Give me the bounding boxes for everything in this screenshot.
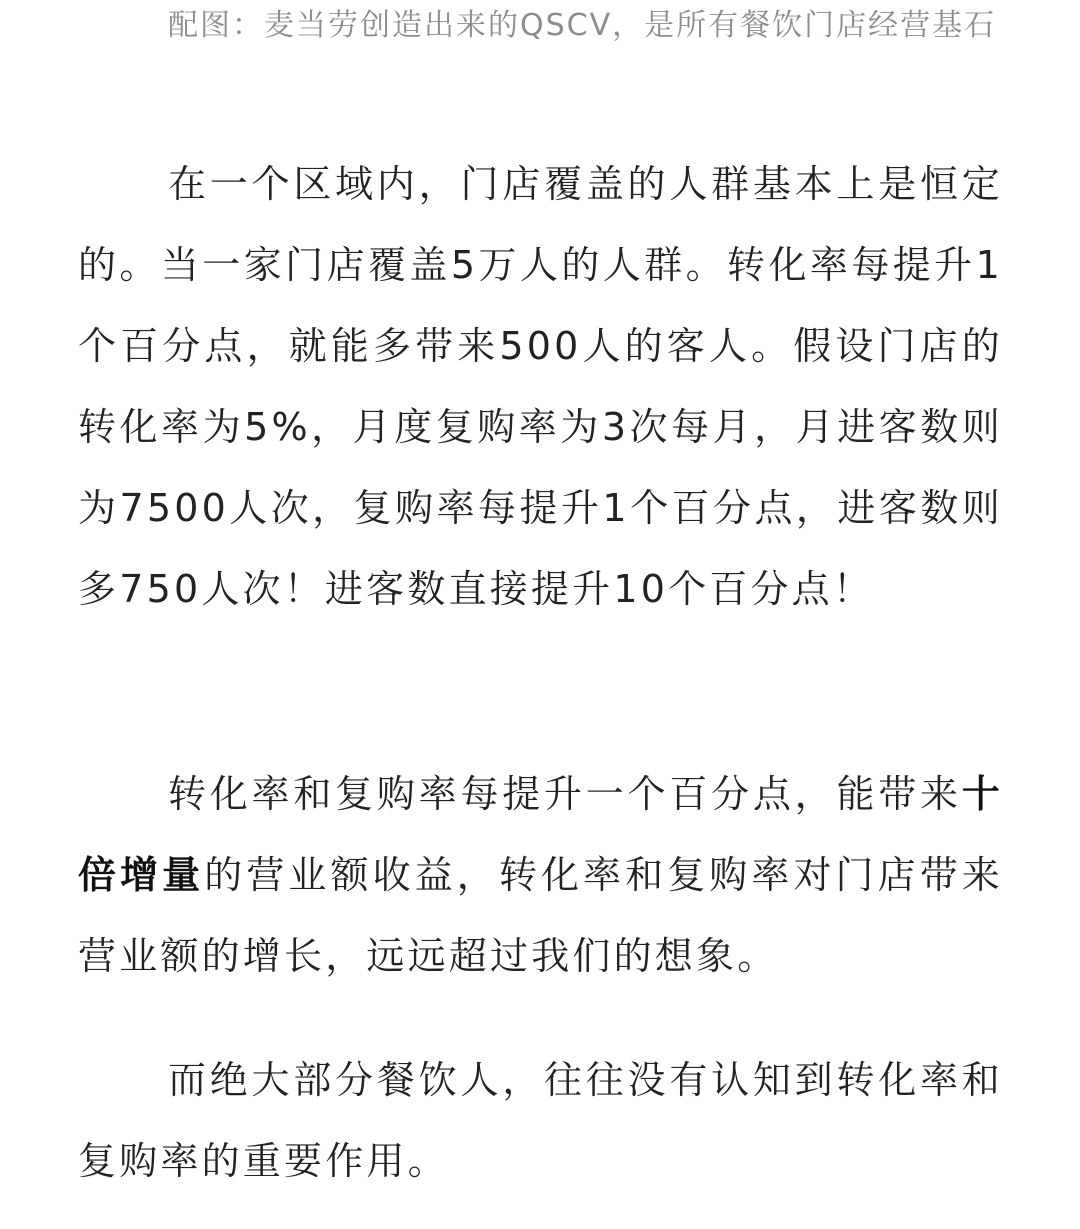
paragraph-awareness: 而绝大部分餐饮人，往往没有认知到转化率和复购率的重要作用。	[78, 1058, 1003, 1183]
paragraph-text-after: 的营业额收益，转化率和复购率对门店带来营业额的增长，远远超过我们的想象。	[78, 853, 1003, 978]
emphasis-text: 十倍增量	[78, 772, 1003, 897]
paragraph-tenfold-growth	[78, 754, 1003, 997]
image-caption: 配图：麦当劳创造出来的QSCV，是所有餐饮门店经营基石	[168, 8, 997, 43]
paragraph-text-before: 转化率和复购率每提升一个百分点，能带来	[168, 772, 962, 816]
paragraph-conversion-example: 在一个区域内，门店覆盖的人群基本上是恒定的。当一家门店覆盖5万人的人群。转化率每提升1个百分点，就能多带来500人的客人。假设门店的转化率为5%，月度复购率为3次每月，月进客数则为7500人次，复购率每提升1个百分点，进客数则多750人次！进客数直接提升10个百分点！	[78, 162, 1003, 611]
